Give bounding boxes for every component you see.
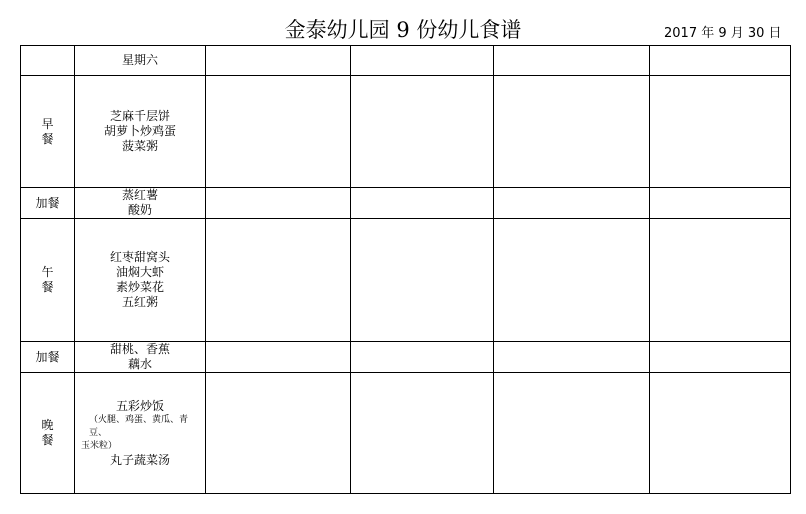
- empty-cell: [206, 342, 351, 373]
- empty-cell: [650, 76, 791, 188]
- menu-item: 五彩炒饭: [115, 398, 164, 413]
- empty-cell: [206, 188, 351, 219]
- corner-cell: [21, 46, 75, 76]
- empty-cell: [206, 373, 351, 494]
- menu-item-note: 玉米粒）: [81, 440, 118, 451]
- menu-item: 丸子蔬菜汤: [109, 452, 170, 467]
- empty-cell: [206, 76, 351, 188]
- menu-item: 红枣甜窝头: [109, 250, 170, 264]
- empty-cell: [650, 342, 791, 373]
- day-header-saturday: 星期六: [75, 46, 206, 76]
- empty-cell: [351, 188, 494, 219]
- menu-item: 油焖大虾: [115, 265, 164, 279]
- page-title: 金泰幼儿园 9 份幼儿食谱: [284, 18, 522, 42]
- table-row-dinner: [21, 373, 791, 494]
- empty-cell: [351, 46, 494, 76]
- menu-item: 甜桃、香蕉: [109, 342, 170, 356]
- empty-cell: [494, 373, 650, 494]
- meal-label-lunch: 午 餐: [21, 219, 75, 342]
- menu-item: 素炒菜花: [115, 280, 164, 294]
- menu-items-breakfast: [75, 76, 206, 188]
- menu-items-dinner: [75, 373, 206, 494]
- table-header-row: [21, 46, 791, 76]
- table-row-breakfast: [21, 76, 791, 188]
- menu-item: 五红粥: [121, 295, 158, 309]
- meal-label-dinner: 晚 餐: [21, 373, 75, 494]
- empty-cell: [351, 76, 494, 188]
- empty-cell: [351, 219, 494, 342]
- empty-cell: [206, 46, 351, 76]
- empty-cell: [351, 342, 494, 373]
- menu-item: 藕水: [127, 357, 152, 371]
- menu-item: 胡萝卜炒鸡蛋: [103, 124, 176, 138]
- menu-items-morning-snack: [75, 188, 206, 219]
- empty-cell: [494, 342, 650, 373]
- menu-item-note: （火腿、鸡蛋、黄瓜、青豆、: [89, 414, 189, 438]
- meal-label-snack: 加餐: [21, 342, 75, 373]
- empty-cell: [650, 373, 791, 494]
- meal-label-snack: 加餐: [21, 188, 75, 219]
- menu-item: 蒸红薯: [121, 188, 158, 202]
- empty-cell: [650, 46, 791, 76]
- empty-cell: [650, 219, 791, 342]
- empty-cell: [351, 373, 494, 494]
- empty-cell: [206, 219, 351, 342]
- empty-cell: [650, 188, 791, 219]
- empty-cell: [494, 76, 650, 188]
- table-row-lunch: [21, 219, 791, 342]
- menu-date: 2017 年 9 月 30 日: [664, 26, 782, 41]
- meal-label-breakfast: 早 餐: [21, 76, 75, 188]
- empty-cell: [494, 219, 650, 342]
- menu-item: 菠菜粥: [121, 139, 158, 153]
- menu-items-afternoon-snack: [75, 342, 206, 373]
- table-row-morning-snack: [21, 188, 791, 219]
- empty-cell: [494, 188, 650, 219]
- menu-items-lunch: [75, 219, 206, 342]
- menu-item: 酸奶: [127, 203, 152, 217]
- empty-cell: [494, 46, 650, 76]
- menu-table: [20, 45, 791, 494]
- table-row-afternoon-snack: [21, 342, 791, 373]
- menu-item: 芝麻千层饼: [109, 109, 170, 123]
